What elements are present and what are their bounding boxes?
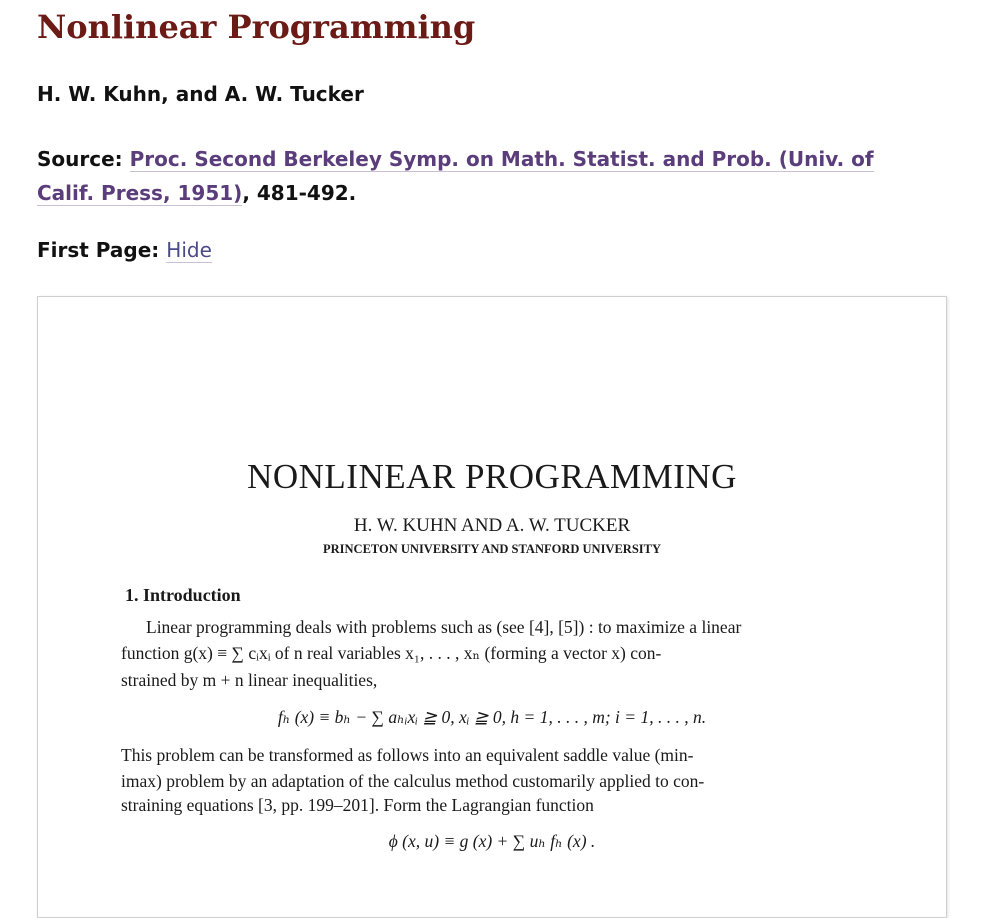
scan-affiliation: PRINCETON UNIVERSITY AND STANFORD UNIVERSITY [322,542,662,556]
first-page-scan [37,296,947,918]
scan-text-line: strained by m + n linear inequalities, [121,670,378,690]
scan-section-heading: 1. Introduction [125,585,241,605]
scan-text-line: imax) problem by an adaptation of the calculus method customarily applied to con- [121,771,705,791]
scan-text-line: function g(x) ≡ ∑ cᵢxᵢ of n real variables x₁, . . . , xₙ (forming a vector x) con- [121,643,662,663]
scan-equation: ϕ (x, u) ≡ g (x) + ∑ uₕ fₕ (x) . [388,831,596,851]
scan-title: NONLINEAR PROGRAMMING [247,457,737,496]
scan-authors: H. W. KUHN AND A. W. TUCKER [353,515,631,536]
hide-first-page-link[interactable]: Hide [166,238,212,262]
scan-text-line: straining equations [3, pp. 199–201]. Form the Lagrangian function [121,795,594,815]
scan-equation: fₕ (x) ≡ bₕ − ∑ aₕᵢxᵢ ≧ 0, xᵢ ≧ 0, h = 1, . . . , m; i = 1, . . . , n. [277,707,707,727]
source-link[interactable]: Proc. Second Berkeley Symp. on Math. Statist. and Prob. (Univ. of Calif. Press, 1951) [37,147,874,205]
page-title: Nonlinear Programming [37,8,476,46]
scan-text-line: Linear programming deals with problems such as (see [4], [5]) : to maximize a linear [146,617,742,637]
source-pages: , 481-492. [242,181,357,205]
source-label: Source: [37,147,123,171]
first-page-label: First Page: [37,238,160,262]
scan-text-line: This problem can be transformed as follows into an equivalent saddle value (min- [121,745,694,765]
source-line [37,142,937,210]
first-page-row [37,238,212,262]
authors: H. W. Kuhn, and A. W. Tucker [37,82,364,106]
